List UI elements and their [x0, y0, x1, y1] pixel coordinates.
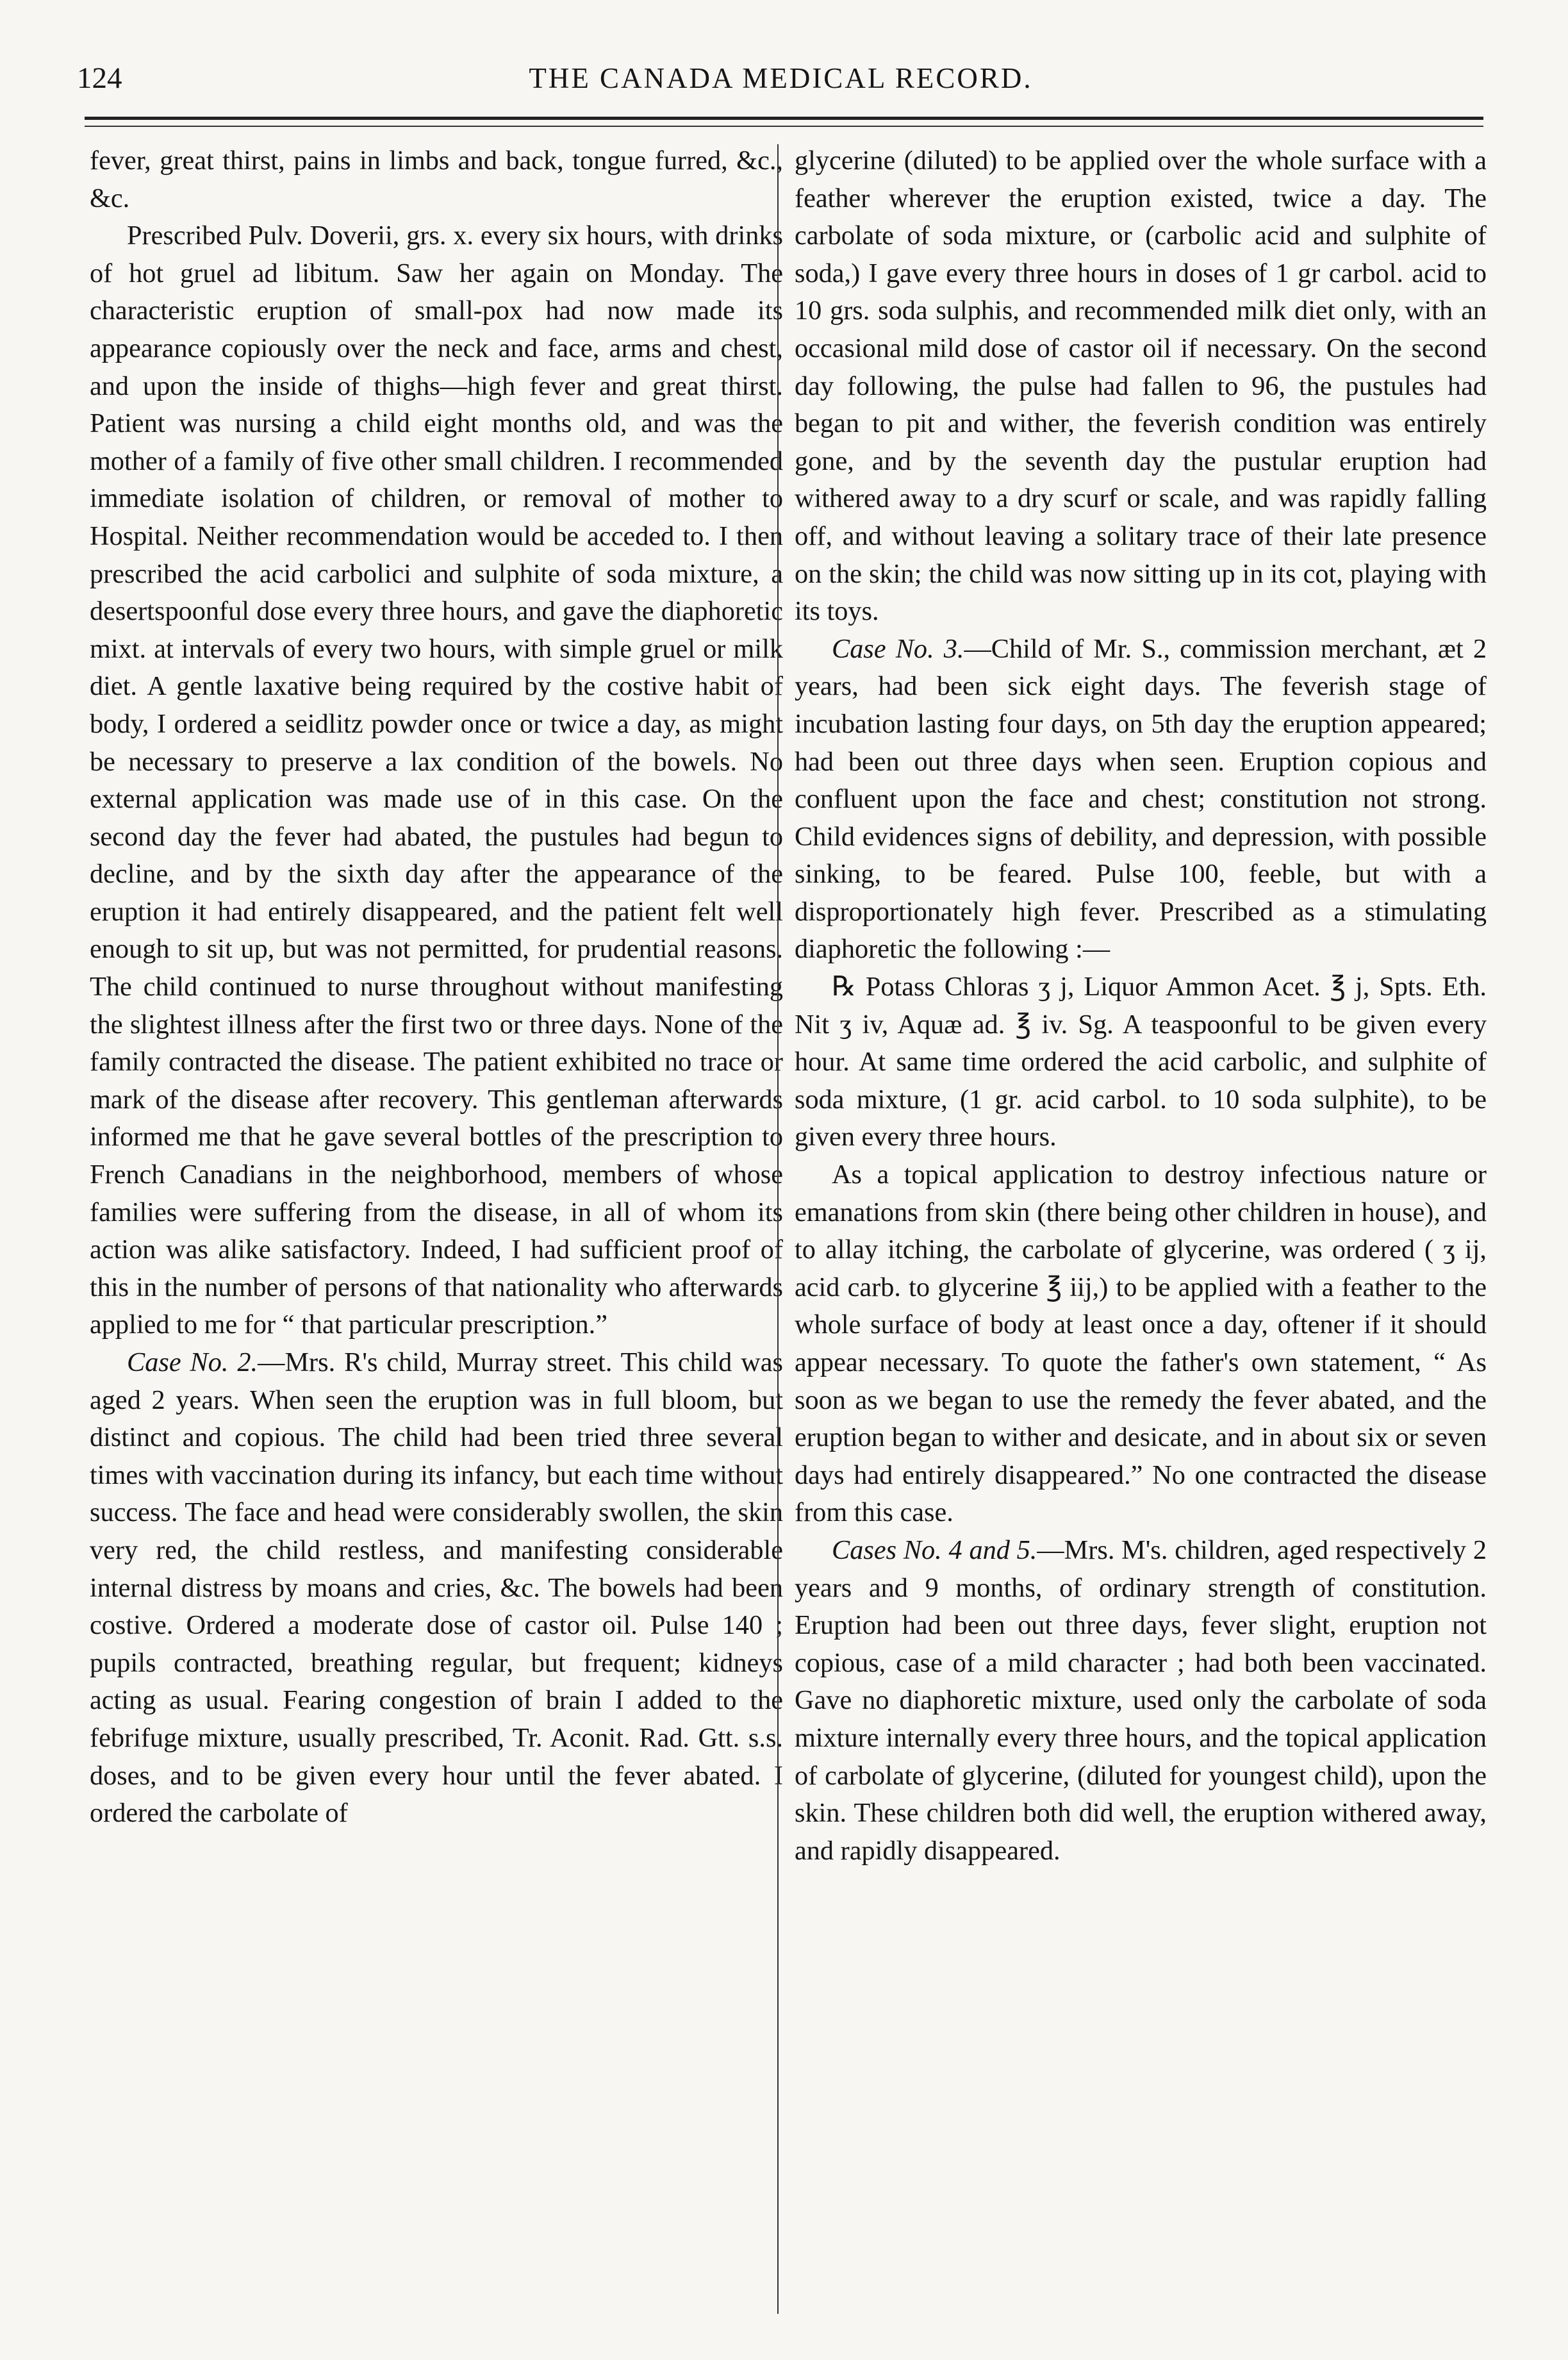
right-column — [795, 142, 1487, 1870]
page-header — [77, 59, 1485, 104]
case-label: Case No. 3. — [832, 633, 964, 664]
prescription: ℞ Potass Chloras ʒ j, Liquor Ammon Acet. ℥ j, Spts. Eth. Nit ʒ iv, Aquæ ad. ℥ iv. Sg. A teaspoonful to be given every hour. At same time ordered the acid carbolic, and sulphite of soda mixture, (1 gr. acid carbol. to 10 soda sulphite), to be given every three hours. — [795, 972, 1487, 1152]
case-label: Case No. 2. — [127, 1347, 258, 1377]
running-title: THE CANADA MEDICAL RECORD. — [529, 62, 1033, 94]
case-text: —Child of Mr. S., commission merchant, æt 2 years, had been sick eight days. The feverish stage of incubation lasting four days, on 5th day the eruption appeared; had been out three days when seen. Eruption copious and confluent upon the face and chest; constitution not strong. Child evidences signs of debility, and depression, with possible sinking, to be feared. Pulse 100, feeble, but with a disproportionately high fever. Prescribed as a stimulating diaphoretic the following :— — [795, 633, 1487, 965]
paragraph: glycerine (diluted) to be applied over the whole surface with a feather wherever the eruption existed, twice a day. The carbolate of soda mixture, or (carbolic acid and sulphite of soda,) I gave every three hours in doses of 1 gr carbol. acid to 10 grs. soda sulphis, and recommended milk diet only, with an occasional mild dose of castor oil if necessary. On the second day following, the pulse had fallen to 96, the pustules had began to pit and wither, the feverish condition was entirely gone, and by the seventh day the pustular eruption had withered away to a dry scurf or scale, and was rapidly falling off, and without leaving a solitary trace of their late presence on the skin; the child was now sitting up in its cot, playing with its toys. — [795, 145, 1487, 627]
case-text: —Mrs. R's child, Murray street. This child was aged 2 years. When seen the eruption was in full bloom, but distinct and copious. The child had been tried three several times with vaccination during its infancy, but each time without success. The face and head were considerably swollen, the skin very red, the child restless, and manifesting considerable internal distress by moans and cries, &c. The bowels had been costive. Ordered a moderate dose of castor oil. Pulse 140 ; pupils contracted, breathing regular, but frequent; kidneys acting as usual. Fearing congestion of brain I added to the febrifuge mixture, usually prescribed, Tr. Aconit. Rad. Gtt. s.s. doses, and to be given every hour until the fever abated. I ordered the carbolate of — [90, 1347, 783, 1829]
paragraph: Prescribed Pulv. Doverii, grs. x. every six hours, with drinks of hot gruel ad libitum. Saw her again on Monday. The characteristic eruption of small-pox had now made its appearance copiously over the neck and face, arms and chest, and upon the inside of thighs—high fever and great thirst. Patient was nursing a child eight months old, and was the mother of a family of five other small children. I recommended immediate isolation of children, or removal of mother to Hospital. Neither recommendation would be acceded to. I then prescribed the acid carbolici and sulphite of soda mixture, a desertspoonful dose every three hours, and gave the diaphoretic mixt. at intervals of every two hours, with simple gruel or milk diet. A gentle laxative being required by the costive habit of body, I ordered a seidlitz powder once or twice a day, as might be necessary to preserve a lax condition of the bowels. No external application was made use of in this case. On the second day the fever had abated, the pustules had begun to decline, and by the sixth day after the appearance of the eruption it had entirely disappeared, and the patient felt well enough to sit up, but was not permitted, for prudential reasons. The child continued to nurse throughout without manifesting the slightest illness after the first two or three days. None of the family contracted the disease. The patient exhibited no trace or mark of the disease after recovery. This gentleman afterwards informed me that he gave several bottles of the prescription to French Canadians in the neighborhood, members of whose families were suffering from the disease, in all of whom its action was alike satisfactory. Indeed, I had sufficient proof of this in the number of persons of that nationality who afterwards applied to me for “ that particular prescription.” — [90, 220, 783, 1340]
case-paragraph — [795, 1532, 1487, 1870]
header-rule-thick — [85, 117, 1483, 120]
paragraph: fever, great thirst, pains in limbs and back, tongue furred, &c., &c. — [90, 145, 783, 213]
case-text: —Mrs. M's. children, aged respectively 2 years and 9 months, of ordinary strength of constitution. Eruption had been out three days, fever slight, eruption not copious, case of a mild character ; had both been vaccinated. Gave no diaphoretic mixture, used only the carbolate of soda mixture internally every three hours, and the topical application of carbolate of glycerine, (diluted for youngest child), upon the skin. These children both did well, the eruption withered away, and rapidly disappeared. — [795, 1534, 1487, 1866]
page-number: 124 — [77, 62, 122, 95]
column-divider — [777, 144, 779, 2314]
header-rule-thin — [85, 126, 1483, 127]
paragraph: As a topical application to destroy infectious nature or emanations from skin (there being other children in house), and to allay itching, the carbolate of glycerine, was ordered ( ʒ ij, acid carb. to glycerine ℥ iij,) to be applied with a feather to the whole surface of body at least once a day, oftener if it should appear necessary. To quote the father's own statement, “ As soon as we began to use the remedy the fever abated, and the eruption began to wither and desicate, and in about six or seven days had entirely disappeared.” No one contracted the disease from this case. — [795, 1159, 1487, 1528]
left-column — [90, 142, 783, 1832]
case-label: Cases No. 4 and 5. — [832, 1534, 1037, 1565]
case-paragraph — [90, 1344, 783, 1832]
case-paragraph — [795, 631, 1487, 968]
